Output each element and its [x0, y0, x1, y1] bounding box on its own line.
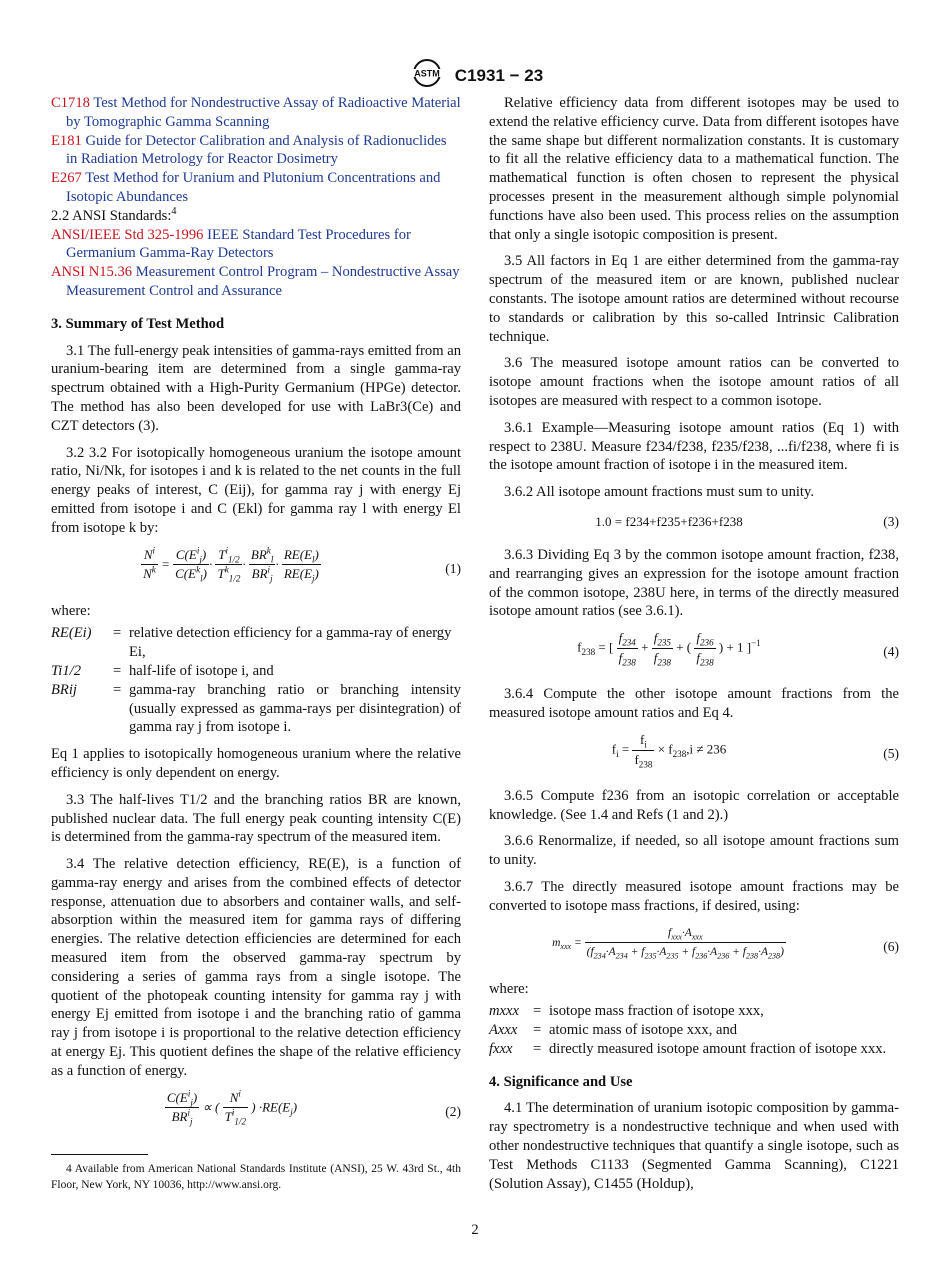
para-relative-efficiency: Relative efficiency data from different isotopes may be used to extend the relative efficiency curve. Data from different isotopes have the same shape but different normalization constants. It is customary to fit all the relative efficiency data to a mathematical function. The mathematical function is often chosen to represent the physical processes present in the measurement although simple polynomial functions have also been used. This process relies on the assumption that only a single isotopic composition is present.: [489, 95, 899, 243]
ref-c1718[interactable]: C1718 Test Method for Nondestructive Assay of Radioactive Material by Tomographic Gamma Scanning: [51, 95, 461, 130]
section-3-title: 3. Summary of Test Method: [51, 315, 225, 332]
equation-3: 1.0 = f234+f235+f236+f238 (3): [595, 513, 899, 529]
footnote-rule: [51, 1154, 148, 1155]
astm-logo: [407, 58, 447, 93]
section-4-title: 4. Significance and Use: [489, 1073, 633, 1090]
para-3-6-3: 3.6.3 Dividing Eq 3 by the common isotope amount fraction, f238, and rearranging gives an expression for the isotope amount fraction of the common isotope, 238U here, in terms of the directly measured isotope amount ratios (see 3.6.1).: [489, 546, 899, 620]
para-3-6-4: 3.6.4 Compute the other isotope amount fractions from the measured isotope amount ratios and Eq 4.: [489, 686, 899, 721]
equation-4: $f_{238}$ = [ $\frac{f_{234}}{f_{238}}$ + $\frac{f_{235}}{f_{238}}$ + ( $\frac{f_{236}}{f_{238}}$ ) + 1 ]$^{-1}$ (4): [577, 630, 899, 668]
page-header: [0, 58, 950, 93]
para-3-6-7: 3.6.7 The directly measured isotope amount fractions may be converted to isotope mass fractions, if desired, using:: [489, 878, 899, 914]
page-number: 2: [471, 1222, 479, 1238]
footnote-4: 4 Available from American National Standards Institute (ANSI), 25 W. 43rd St., 4th Floor, New York, NY 10036, http://www.ansi.org.: [51, 1163, 461, 1191]
equation-6: $m_{xxx}$ = $\frac{f_{xxx}\cdot A_{xxx}}{(f_{234}\cdot A_{234} + f_{235}\cdot A_{235} + f_{236}\cdot A_{236} + f_{238}\cdot A_{238})}$ (6): [489, 924, 899, 970]
definitions-eq1: RE(Ei) = relative detection efficiency for a gamma-ray of energy Ei, Ti1/2 = half-life of isotope i, and BRij = gamma-ray branching ratio or branching intensity (usually expressed as gamma-rays per disintegration) of gamma ray j from isotope i.: [51, 625, 461, 736]
where-label-2: where:: [489, 980, 529, 997]
equation-2: $\frac{C(E^i_j)}{BR^i_j}$ ∝ ( $\frac{N^i}{T^i_{1/2}}$ ) $\cdot RE(E_j)$ (2): [166, 1088, 461, 1128]
para-3-1: 3.1 The full-energy peak intensities of gamma-rays emitted from an uranium-bearing item are determined from a single gamma-ray spectrum obtained with a High-Purity Germanium (HPGe) detector. The method has also been developed for use with LaBr3(Ce) and CZT detectors (3).: [51, 342, 461, 434]
para-eq1-applies: Eq 1 applies to isotopically homogeneous uranium where the relative efficiency is only dependent on energy.: [51, 746, 461, 781]
ansi-heading: 2.2 ANSI Standards:$^4$: [51, 205, 177, 224]
para-3-4: 3.4 The relative detection efficiency, RE(E), is a function of gamma-ray energy and arises from the combined effects of detector response, attenuation due to absorbers and container walls, and self-absorption within the measured item for gamma rays of differing energies. The relative detection efficiencies are determined for each measured item from the observed gamma-ray spectrum by considering a series of gamma rays from a single isotope. The quotient of the photopeak counting intensity for gamma ray j with energy Ej emitted from isotope i and the branching ratio of gamma ray j from isotope i is proportional to the relative detection efficiency at energy Ej. This quotient defines the shape of the relative efficiency as a function of energy.: [51, 856, 461, 1079]
para-3-5: 3.5 All factors in Eq 1 are either determined from the gamma-ray spectrum of the measured item or are known, published nuclear constants. The isotope amount ratios are determined without recourse to standards or calibration by this so-called Intrinsic Calibration technique.: [489, 253, 899, 345]
para-3-6-2: 3.6.2 All isotope amount fractions must sum to unity.: [504, 484, 814, 501]
para-3-6-1: 3.6.1 Example—Measuring isotope amount ratios (Eq 1) with respect to 238U. Measure f234/f238, f235/f238, ...fi/f238, where fi is the isotope amount fraction of isotope i in the measured item.: [489, 419, 899, 474]
document-number: C1931 − 23: [454, 65, 544, 85]
para-4-1: 4.1 The determination of uranium isotopic composition by gamma-ray spectrometry is a nondestructive technique and when used with other nondestructive techniques that quantify a single isotope, such as Test Methods C1133 (Segmented Gamma Scanning), C1221 (Solution Assay), C1455 (Holdup),: [489, 1100, 899, 1192]
ref-e181[interactable]: E181 Guide for Detector Calibration and Analysis of Radionuclides in Radiation Metrology for Reactor Dosimetry: [51, 132, 447, 168]
equation-1: $\frac{N^i}{N^k}$ = $\frac{C(E^i_j)}{C(E^k_l)}$ · $\frac{T^i_{1/2}}{T^k_{1/2}}$ · $\frac{BR^k_l}{BR^i_j}$ · $\frac{RE(E_l)}{RE(E_j)}$ (1): [143, 545, 461, 584]
para-3-2: 3.2 3.2 For isotopically homogeneous uranium the isotope amount ratio, Ni/Nk, for isotopes i and k is related to the net counts in the full energy peaks of interest, C (Eij), for gamma ray j with energy Ej emitted from isotope i and C (Ekl) for gamma ray l with energy El from isotope k by:: [51, 444, 461, 536]
equation-5: $f_i$ = $\frac{f_i}{f_{238}}$ × $f_{238},i \ne 236$ (5): [611, 731, 899, 770]
para-3-6-6: 3.6.6 Renormalize, if needed, so all isotope amount fractions sum to unity.: [489, 833, 899, 869]
left-column: [51, 94, 461, 1145]
para-3-3: 3.3 The half-lives T1/2 and the branching ratios BR are known, published nuclear data. The full energy peak counting intensity C(E) is determined from the gamma-ray spectrum of the measured item.: [51, 791, 461, 846]
ref-ansi-n15[interactable]: ANSI N15.36 Measurement Control Program – Nondestructive Assay Measurement Control and Assurance: [51, 264, 460, 299]
where-label-1: where:: [51, 602, 91, 619]
svg-text:ASTM: ASTM: [414, 68, 440, 79]
ref-e267[interactable]: E267 Test Method for Uranium and Plutonium Concentrations and Isotopic Abundances: [51, 170, 441, 205]
ref-ansi-ieee[interactable]: ANSI/IEEE Std 325-1996 IEEE Standard Test Procedures for Germanium Gamma-Ray Detectors: [51, 226, 411, 262]
definitions-eq6: mxxx = isotope mass fraction of isotope xxx, Axxx = atomic mass of isotope xxx, and fxxx = directly measured isotope amount fraction of isotope xxx.: [489, 1003, 887, 1057]
para-3-6: 3.6 The measured isotope amount ratios can be converted to isotope amount fractions when the isotope amount ratios of all isotopes are measured with respect to a common isotope.: [489, 355, 899, 409]
right-column: [489, 94, 899, 1201]
para-3-6-5: 3.6.5 Compute f236 from an isotopic correlation or acceptable knowledge. (See 1.4 and Refs (1 and 2).): [489, 787, 899, 823]
